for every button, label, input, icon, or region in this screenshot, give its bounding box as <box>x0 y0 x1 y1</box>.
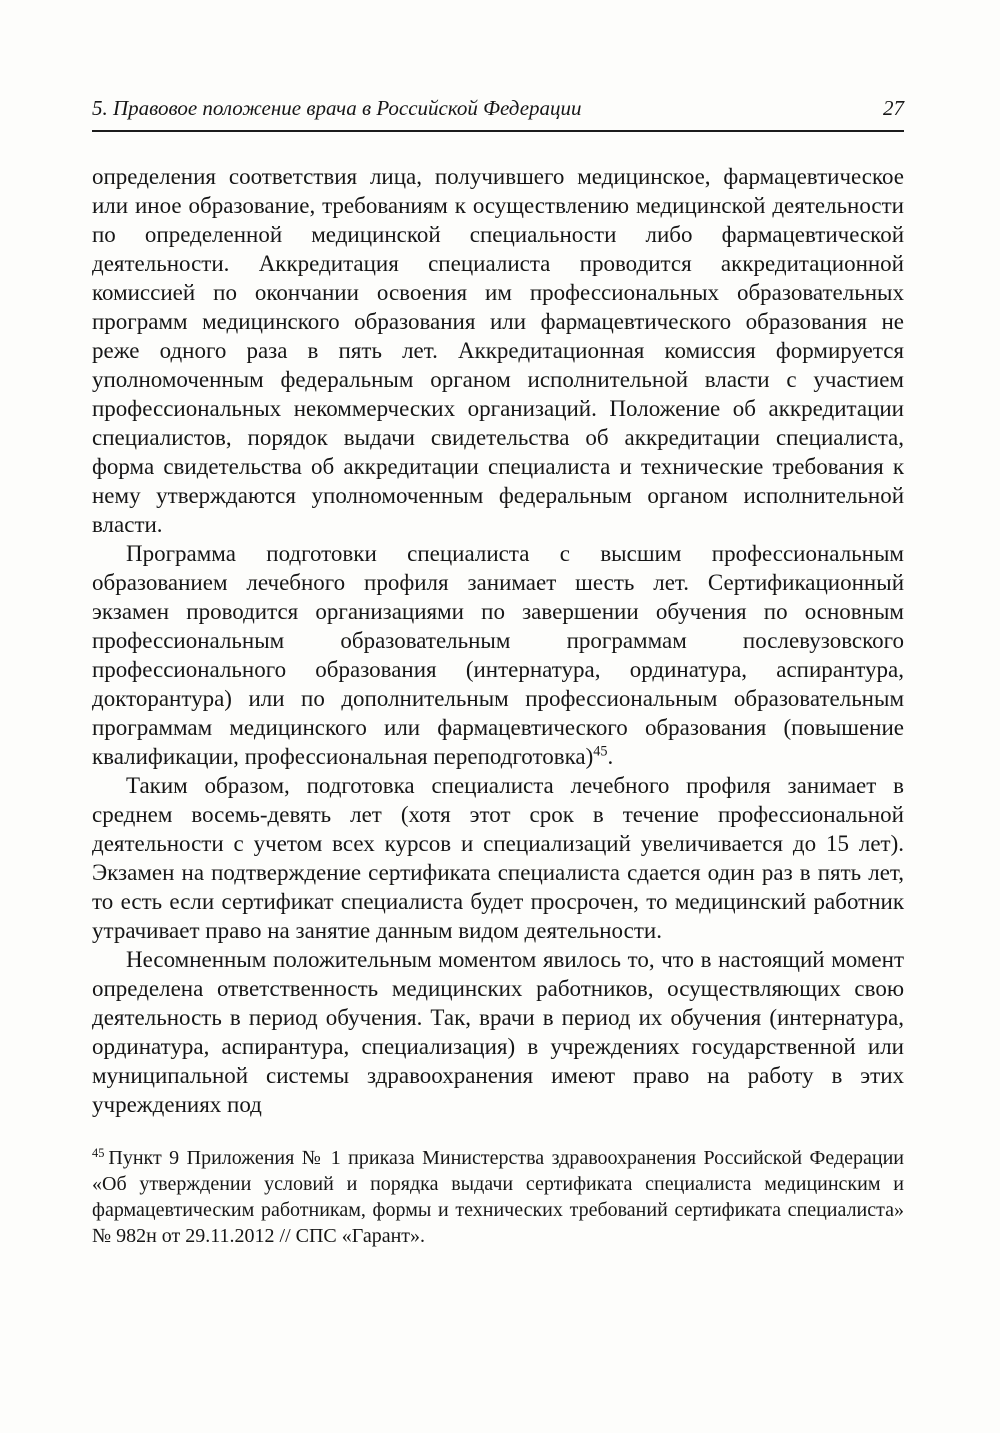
paragraph-2 <box>92 539 904 771</box>
page-number: 27 <box>883 96 904 120</box>
running-header-title: 5. Правовое положение врача в Российской Федерации <box>92 96 582 120</box>
header-rule <box>92 130 904 132</box>
paragraph-2-period: . <box>607 744 614 770</box>
running-header <box>92 96 904 121</box>
footnote-reference: 45 <box>593 743 608 760</box>
paragraph-2-text: Программа подготовки специалиста с высшим профессиональным образованием лечебного профиля занимает шесть лет. Сертификационный экзамен проводится организациями по завершении обучения по основным профессиональным образовательным программам послевузовского профессионального образования (интернатура, ординатура, аспирантура, докторантура) или по дополнительным профессиональным образовательным программам медицинского или фармацевтического образования (повышение квалификации, профессиональная переподготовка) <box>92 541 904 770</box>
paragraph-3: Таким образом, подготовка специалиста лечебного профиля занимает в среднем восемь-девять лет (хотя этот срок в течение профессиональной деятельности с учетом всех курсов и специализаций увеличивается до 15 лет). Экзамен на подтверждение сертификата специалиста сдается один раз в пять лет, то есть если сертификат специалиста будет просрочен, то медицинский работник утрачивает право на занятие данным видом деятельности. <box>92 773 904 944</box>
footnote-text: Пункт 9 Приложения № 1 приказа Министерства здравоохранения Российской Федерации «Об утверждении условий и порядка выдачи сертификата специалиста медицинским и фармацевтическим работникам, формы и технических требований сертификата специалиста» № 982н от 29.11.2012 // СПС «Гарант». <box>92 1147 904 1248</box>
body-text <box>92 162 904 1119</box>
paragraph-1: определения соответствия лица, получившего медицинское, фармацевтическое или иное образование, требованиям к осуществлению медицинской деятельности по определенной медицинской специальности либо фармацевтической деятельности. Аккредитация специалиста проводится аккредитационной комиссией по окончании освоения им профессиональных образовательных программ медицинского образования или фармацевтического образования не реже одного раза в пять лет. Аккредитационная комиссия формируется уполномоченным федеральным органом исполнительной власти с участием профессиональных некоммерческих организаций. Положение об аккредитации специалистов, порядок выдачи свидетельства об аккредитации специалиста, форма свидетельства об аккредитации специалиста и технические требования к нему утверждаются уполномоченным федеральным органом исполнительной власти. <box>92 164 904 538</box>
paragraph-4: Несомненным положительным моментом явилось то, что в настоящий момент определена ответственность медицинских работников, осуществляющих свою деятельность в период обучения. Так, врачи в период их обучения (интернатура, ординатура, аспирантура, специализация) в учреждениях государственной или муниципальной системы здравоохранения имеют право на работу в этих учреждениях под <box>92 947 904 1118</box>
footnote-marker: 45 <box>92 1145 105 1160</box>
footnote <box>92 1145 904 1249</box>
